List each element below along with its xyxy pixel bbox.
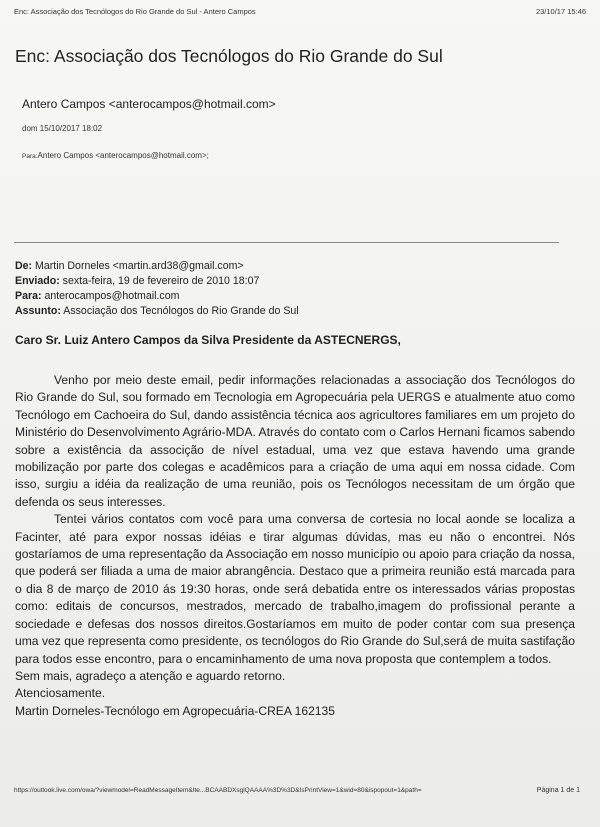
letter-paragraph-2: Tentei vários contatos com você para uma conversa de cortesia no local aonde se localiza a Facinter, até para expor nossas idéias e tirar algumas dúvidas, mas eu não o encontrei. Nós gostaríamos de uma representação da Associação em nosso município ou apoio para criação da nossa, que poderá ser filiada a uma de maior abrangência. Destaco que a primeira reunião está marcada para o dia 8 de março de 2010 ás 19:30 horas, onde será debatida entre os interessados várias propostas como: editais de concursos, mestrados, mercado de trabalho,imagem do profissional perante a sociedade e defesas dos nossos direitos.Gostaríamos em muito de poder contar com sua presença uma vez que representa como presidente, os tecnólogos do Rio Grande do Sul,será de muita sastifação para todos esse encontro, para o encaminhamento de uma nova proposta que contemplem a todos.: [15, 512, 575, 666]
forwarded-to: [15, 289, 299, 304]
print-footer-url: https://outlook.live.com/owa/?viewmodel=ReadMessageItem&Ite...BCAABDXsglQAAAA%3D%3D&IsPrintView=1&wid=80&ispopout=1&path=: [14, 787, 422, 794]
forwarded-subject-value: Associação dos Tecnólogos do Rio Grande do Sul: [60, 305, 299, 317]
print-header-datetime: 23/10/17 15:46: [535, 7, 586, 16]
forwarded-sent-label: Enviado:: [15, 275, 60, 287]
letter-salutation: Caro Sr. Luiz Antero Campos da Silva Presidente da ASTECNERGS,: [15, 333, 401, 347]
letter-closing-1: Sem mais, agradeço a atenção e aguardo retorno.: [15, 668, 286, 683]
forwarded-subject-label: Assunto:: [15, 305, 61, 317]
forwarded-to-label: Para:: [15, 290, 42, 302]
email-sender: Antero Campos <anterocampos@hotmail.com>: [22, 97, 276, 111]
print-header: [14, 7, 586, 16]
email-subject: Enc: Associação dos Tecnólogos do Rio Grande do Sul: [15, 46, 443, 66]
recipient-label: Para:: [22, 153, 38, 160]
forwarded-sent-value: sexta-feira, 19 de fevereiro de 2010 18:07: [59, 275, 260, 287]
forwarded-to-value: anterocampos@hotmail.com: [41, 290, 180, 302]
letter-closing-2: Atenciosamente.: [15, 686, 106, 701]
letter-signature: Martin Dorneles-Tecnólogo em Agropecuária-CREA 162135: [15, 703, 335, 718]
forwarded-header: [15, 259, 299, 319]
forwarded-from-value: Martin Dorneles <martin.ard38@gmail.com>: [32, 260, 244, 272]
email-recipient: [22, 151, 209, 160]
letter-paragraph-1: Venho por meio deste email, pedir informações relacionadas a associação dos Tecnólogos do Rio Grande do Sul, sou formado em Tecnologia em Agropecuária pela UERGS e atualmente atuo como Tecnólogo em Cachoeira do Sul, dando assistência técnica aos agricultores familiares em um projeto do Ministério do Desenvolvimento Agrário-MDA. Através do contato com o Carlos Hernani ficamos sabendo sobre a existência da associção de nível estadual, uma vez que estava havendo uma grande mobilização por parte dos colegas e acadêmicos para a criação de uma aqui em nossa cidade. Com isso, surgiu a idéia da realização de uma reunião, pois os Tecnólogos necessitam de um órgão que defenda os seus interesses.: [15, 373, 575, 509]
forward-divider: [14, 242, 559, 243]
print-footer-page: Página 1 de 1: [536, 787, 580, 794]
forwarded-from: [15, 259, 299, 274]
letter-body: [15, 372, 575, 720]
email-date: dom 15/10/2017 18:02: [22, 124, 103, 133]
recipient-value: Antero Campos <anterocampos@hotmail.com>;: [37, 151, 209, 160]
forwarded-subject: [15, 304, 299, 319]
forwarded-from-label: De:: [15, 260, 33, 272]
print-header-title: Enc: Associação dos Tecnólogos do Rio Grande do Sul - Antero Campos: [14, 7, 256, 16]
forwarded-sent: [15, 274, 299, 289]
